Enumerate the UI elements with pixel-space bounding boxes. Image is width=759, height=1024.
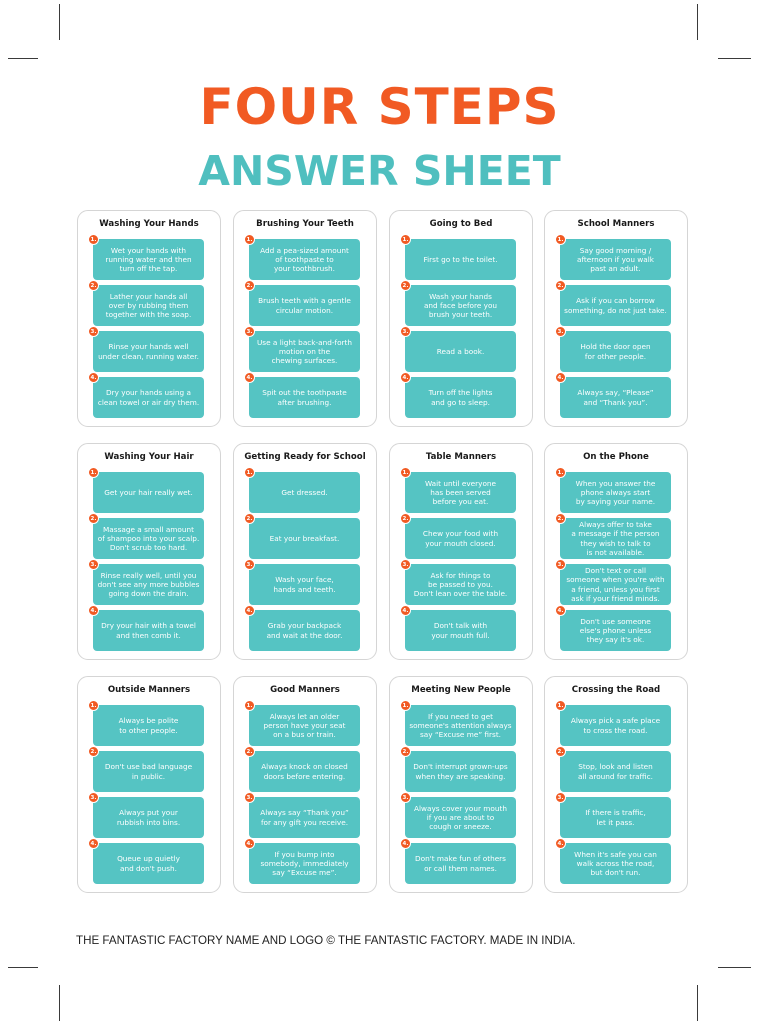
step-box bbox=[90, 328, 204, 372]
step-box bbox=[557, 748, 671, 792]
step-text: Read a book. bbox=[436, 346, 485, 356]
step-number-badge: 2. bbox=[244, 280, 255, 291]
step-box bbox=[90, 561, 204, 605]
step-number-badge: 3. bbox=[244, 792, 255, 803]
card-title: On the Phone bbox=[583, 452, 649, 462]
step-text: Lather your hands all over by rubbing them together with the soap. bbox=[105, 291, 192, 320]
step-box bbox=[246, 794, 360, 838]
step-text: Say good morning / afternoon if you walk past an adult. bbox=[577, 245, 654, 274]
step-text: Massage a small amount of shampoo into your scalp. Don't scrub too hard. bbox=[97, 524, 200, 553]
step-text: Queue up quietly and don't push. bbox=[117, 854, 180, 873]
step-text: Don't text or call someone when you're with a friend, unless you first ask if your friend minds. bbox=[566, 565, 665, 603]
step-number-badge: 4. bbox=[555, 605, 566, 616]
step-text: Always say, “Please” and “Thank you”. bbox=[577, 388, 654, 407]
step-text: Always pick a safe place to cross the road. bbox=[570, 716, 661, 735]
step-text: When it's safe you can walk across the road, but don't run. bbox=[574, 849, 657, 878]
step-text: Always be polite to other people. bbox=[118, 716, 179, 735]
step-box bbox=[402, 794, 516, 838]
page-title: FOUR STEPS bbox=[199, 78, 560, 136]
step-text: Eat your breakfast. bbox=[269, 533, 340, 543]
step-text: Dry your hands using a clean towel or air dry them. bbox=[97, 388, 200, 407]
step-box bbox=[402, 515, 516, 559]
step-number-badge: 1. bbox=[555, 700, 566, 711]
step-number-badge: 3. bbox=[555, 326, 566, 337]
step-box bbox=[90, 374, 204, 418]
step-box bbox=[246, 282, 360, 326]
step-box bbox=[557, 840, 671, 884]
step-number-badge: 2. bbox=[555, 513, 566, 524]
step-box bbox=[246, 748, 360, 792]
step-number-badge: 3. bbox=[244, 559, 255, 570]
card-title: Washing Your Hands bbox=[99, 219, 199, 229]
step-text: Hold the door open for other people. bbox=[580, 342, 651, 361]
step-number-badge: 2. bbox=[555, 746, 566, 757]
step-number-badge: 2. bbox=[88, 280, 99, 291]
card-title: School Manners bbox=[577, 219, 655, 229]
step-box bbox=[90, 607, 204, 651]
step-card bbox=[544, 210, 688, 427]
step-box bbox=[246, 328, 360, 372]
step-text: Brush teeth with a gentle circular motion. bbox=[258, 296, 351, 315]
step-number-badge: 1. bbox=[555, 467, 566, 478]
step-text: Always offer to take a message if the person they wish to talk to is not available. bbox=[571, 519, 660, 557]
step-text: If there is traffic, let it pass. bbox=[585, 808, 646, 827]
step-box bbox=[246, 561, 360, 605]
card-title: Meeting New People bbox=[411, 685, 511, 695]
step-box bbox=[90, 748, 204, 792]
step-number-badge: 2. bbox=[400, 513, 411, 524]
step-text: Don't make fun of others or call them names. bbox=[415, 854, 506, 873]
step-box bbox=[557, 561, 671, 605]
step-number-badge: 1. bbox=[244, 234, 255, 245]
step-text: Chew your food with your mouth closed. bbox=[422, 529, 499, 548]
step-number-badge: 2. bbox=[244, 746, 255, 757]
step-number-badge: 1. bbox=[88, 234, 99, 245]
step-text: Don't talk with your mouth full. bbox=[431, 621, 490, 640]
step-text: Get dressed. bbox=[281, 487, 328, 497]
step-number-badge: 4. bbox=[400, 372, 411, 383]
step-number-badge: 1. bbox=[88, 467, 99, 478]
step-box bbox=[402, 469, 516, 513]
step-box bbox=[557, 794, 671, 838]
step-text: Stop, look and listen all around for traffic. bbox=[578, 762, 653, 781]
step-number-badge: 1. bbox=[88, 700, 99, 711]
step-number-badge: 4. bbox=[244, 605, 255, 616]
step-text: Spit out the toothpaste after brushing. bbox=[262, 388, 347, 407]
step-number-badge: 3. bbox=[88, 326, 99, 337]
step-number-badge: 3. bbox=[244, 326, 255, 337]
step-box bbox=[402, 374, 516, 418]
step-number-badge: 2. bbox=[88, 513, 99, 524]
step-number-badge: 3. bbox=[555, 792, 566, 803]
step-text: Don't use bad language in public. bbox=[104, 762, 193, 781]
step-text: Turn off the lights and go to sleep. bbox=[428, 388, 493, 407]
step-card bbox=[77, 676, 221, 893]
step-card bbox=[389, 676, 533, 893]
card-title: Getting Ready for School bbox=[244, 452, 366, 462]
step-text: Wet your hands with running water and then turn off the tap. bbox=[105, 245, 192, 274]
step-box bbox=[557, 282, 671, 326]
card-title: Going to Bed bbox=[429, 219, 493, 229]
step-text: Wash your hands and face before you brush your teeth. bbox=[423, 291, 498, 320]
step-number-badge: 2. bbox=[555, 280, 566, 291]
step-box bbox=[402, 607, 516, 651]
step-number-badge: 1. bbox=[400, 234, 411, 245]
step-number-badge: 3. bbox=[400, 792, 411, 803]
step-number-badge: 4. bbox=[400, 838, 411, 849]
card-title: Brushing Your Teeth bbox=[256, 219, 354, 229]
step-text: Ask if you can borrow something, do not just take. bbox=[564, 296, 667, 315]
step-text: Ask for things to be passed to you. Don't lean over the table. bbox=[413, 570, 508, 599]
step-box bbox=[246, 374, 360, 418]
step-number-badge: 4. bbox=[244, 372, 255, 383]
step-box bbox=[402, 282, 516, 326]
step-card bbox=[389, 210, 533, 427]
step-text: Always cover your mouth if you are about to cough or sneeze. bbox=[414, 803, 507, 832]
step-number-badge: 1. bbox=[244, 700, 255, 711]
step-number-badge: 2. bbox=[244, 513, 255, 524]
step-box bbox=[90, 515, 204, 559]
step-text: Don't use someone else's phone unless they say it's ok. bbox=[579, 616, 652, 645]
step-card bbox=[233, 676, 377, 893]
step-box bbox=[246, 515, 360, 559]
step-box bbox=[557, 236, 671, 280]
step-number-badge: 3. bbox=[88, 559, 99, 570]
step-number-badge: 4. bbox=[244, 838, 255, 849]
step-box bbox=[402, 702, 516, 746]
step-box bbox=[90, 282, 204, 326]
step-text: Always say “Thank you” for any gift you receive. bbox=[260, 808, 349, 827]
step-text: Rinse your hands well under clean, running water. bbox=[98, 342, 199, 361]
step-text: Get your hair really wet. bbox=[104, 487, 193, 497]
step-box bbox=[246, 840, 360, 884]
step-number-badge: 1. bbox=[400, 467, 411, 478]
step-box bbox=[557, 607, 671, 651]
card-title: Washing Your Hair bbox=[104, 452, 194, 462]
step-number-badge: 1. bbox=[244, 467, 255, 478]
step-box bbox=[402, 236, 516, 280]
step-number-badge: 1. bbox=[555, 234, 566, 245]
step-box bbox=[246, 702, 360, 746]
step-number-badge: 4. bbox=[555, 838, 566, 849]
step-number-badge: 3. bbox=[555, 559, 566, 570]
step-text: First go to the toilet. bbox=[423, 254, 498, 264]
step-number-badge: 2. bbox=[400, 280, 411, 291]
footer-copyright: THE FANTASTIC FACTORY NAME AND LOGO © THE FANTASTIC FACTORY. MADE IN INDIA. bbox=[76, 934, 576, 947]
step-text: Add a pea-sized amount of toothpaste to your toothbrush. bbox=[260, 245, 349, 274]
step-text: Always let an older person have your seat on a bus or train. bbox=[263, 711, 346, 740]
step-text: Wash your face, hands and teeth. bbox=[273, 575, 336, 594]
step-number-badge: 3. bbox=[88, 792, 99, 803]
step-card bbox=[544, 676, 688, 893]
step-number-badge: 1. bbox=[400, 700, 411, 711]
step-box bbox=[557, 702, 671, 746]
step-box bbox=[557, 374, 671, 418]
step-box bbox=[246, 236, 360, 280]
step-box bbox=[557, 328, 671, 372]
step-text: Always knock on closed doors before entering. bbox=[261, 762, 348, 781]
step-card bbox=[233, 443, 377, 660]
step-box bbox=[90, 236, 204, 280]
step-box bbox=[246, 607, 360, 651]
step-number-badge: 4. bbox=[88, 838, 99, 849]
card-title: Good Manners bbox=[270, 685, 340, 695]
step-card bbox=[389, 443, 533, 660]
step-card bbox=[77, 443, 221, 660]
card-title: Outside Manners bbox=[107, 685, 191, 695]
step-text: Grab your backpack and wait at the door. bbox=[266, 621, 343, 640]
step-number-badge: 4. bbox=[88, 372, 99, 383]
step-card bbox=[544, 443, 688, 660]
step-text: Always put your rubbish into bins. bbox=[116, 808, 181, 827]
step-text: Don't interrupt grown-ups when they are speaking. bbox=[413, 762, 508, 781]
step-number-badge: 3. bbox=[400, 559, 411, 570]
step-card bbox=[233, 210, 377, 427]
step-text: Use a light back-and-forth motion on the chewing surfaces. bbox=[256, 337, 353, 366]
step-text: If you need to get someone's attention always say “Excuse me” first. bbox=[409, 711, 512, 740]
step-card bbox=[77, 210, 221, 427]
step-number-badge: 4. bbox=[88, 605, 99, 616]
page-subtitle: ANSWER SHEET bbox=[198, 147, 561, 195]
step-box bbox=[90, 702, 204, 746]
step-text: If you bump into somebody, immediately say “Excuse me”. bbox=[260, 849, 349, 878]
step-number-badge: 3. bbox=[400, 326, 411, 337]
step-box bbox=[402, 748, 516, 792]
card-title: Table Manners bbox=[425, 452, 497, 462]
step-box bbox=[557, 469, 671, 513]
step-number-badge: 4. bbox=[555, 372, 566, 383]
step-text: Dry your hair with a towel and then comb it. bbox=[101, 621, 196, 640]
step-number-badge: 2. bbox=[400, 746, 411, 757]
step-box bbox=[402, 840, 516, 884]
step-box bbox=[90, 840, 204, 884]
step-box bbox=[402, 561, 516, 605]
step-text: Wait until everyone has been served before you eat. bbox=[424, 478, 497, 507]
step-box bbox=[90, 794, 204, 838]
step-number-badge: 4. bbox=[400, 605, 411, 616]
step-box bbox=[246, 469, 360, 513]
step-text: When you answer the phone always start by saying your name. bbox=[575, 478, 656, 507]
step-box bbox=[90, 469, 204, 513]
step-number-badge: 2. bbox=[88, 746, 99, 757]
step-box bbox=[402, 328, 516, 372]
step-text: Rinse really well, until you don't see any more bubbles going down the drain. bbox=[97, 570, 200, 599]
step-box bbox=[557, 515, 671, 559]
card-title: Crossing the Road bbox=[571, 685, 661, 695]
